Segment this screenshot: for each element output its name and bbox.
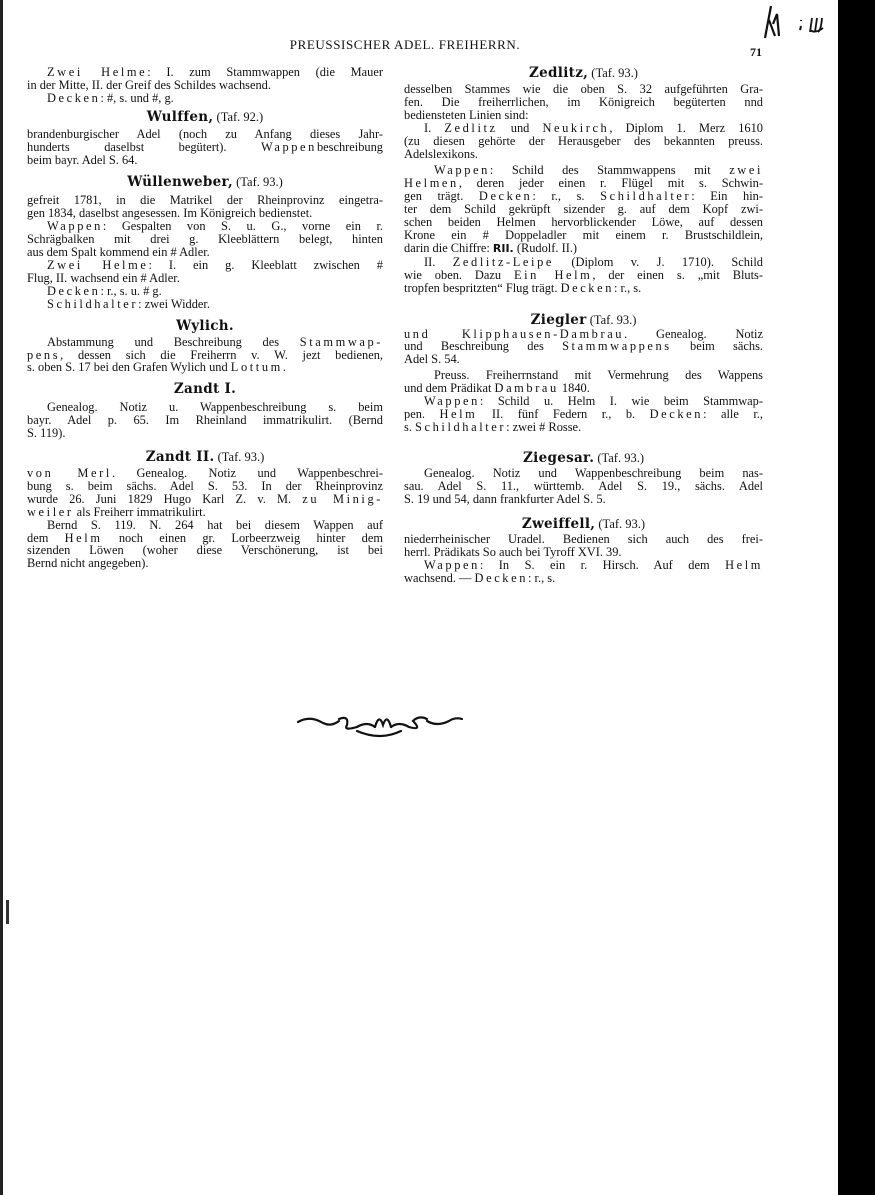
spaced-term: Decken (47, 283, 101, 298)
text-line (27, 92, 383, 105)
text-line (27, 154, 383, 167)
text-segment: wie oben. Dazu (404, 267, 514, 282)
text-line (404, 493, 763, 506)
text-segment: I. (424, 120, 445, 135)
text-line (404, 242, 763, 256)
text-segment: beim sächs. (671, 339, 763, 354)
text-segment: 1840. (558, 381, 590, 396)
entry-heading (27, 318, 383, 334)
text-segment: , der einen s. „mit Bluts- (592, 267, 763, 282)
spaced-term: Lottum (230, 360, 283, 375)
spaced-term: zwei (729, 163, 763, 178)
text-segment: : #, s. und #, g. (100, 90, 174, 105)
right-column (404, 65, 763, 585)
text-segment: : r., s. (614, 280, 642, 295)
text-segment: fen. Die freiherrlichen, im Königreich begüterten nnd (404, 94, 763, 109)
entry-paragraph (404, 83, 763, 122)
spaced-term: Stammwappens (562, 339, 672, 354)
spaced-term: Wappen (47, 219, 103, 234)
text-segment: und dem Prädikat (404, 381, 495, 396)
text-segment: . Genealog. Notiz und Wappenbeschrei- (111, 466, 383, 481)
text-segment: , deren jeder einen r. Flügel mit s. Schwin- (458, 176, 763, 191)
cipher-monogram: RII. (492, 241, 514, 255)
spaced-term: Wappen (424, 558, 480, 573)
spaced-term: Ein Helm (513, 267, 593, 282)
entry-heading (404, 516, 763, 532)
text-segment: brandenburgischer Adel (noch zu Anfang dieses Jahr- (27, 126, 383, 141)
text-segment: , Diplom 1. Merz 1610 (609, 120, 763, 135)
text-segment: Genealog. Notiz und Wappenbeschreibung beim nas- (424, 465, 763, 480)
spaced-term: Decken (560, 280, 614, 295)
family-name: Zandt II. (145, 449, 215, 466)
entry-paragraph (404, 122, 763, 161)
text-segment: : zwei # Rosse. (506, 419, 582, 434)
text-segment: . (282, 360, 286, 375)
family-name: Zedlitz, (529, 65, 589, 81)
scan-edge-right (838, 0, 875, 1195)
spaced-term: Zedlitz-Leipe (452, 254, 554, 269)
text-line (27, 557, 383, 570)
entry-paragraph (27, 336, 383, 375)
scan-edge-left (0, 0, 3, 1195)
spaced-term: Stammwap- (299, 334, 383, 349)
family-name: Ziegesar. (522, 449, 595, 466)
text-segment: und Beschreibung des (404, 339, 563, 354)
text-segment: bediensteten Linien sind: (404, 107, 529, 122)
spaced-term: Decken (474, 571, 528, 586)
plate-reference: (Taf. 93.) (598, 517, 646, 532)
family-name: Zandt I. (173, 381, 237, 398)
text-segment: S. 19 und 54, dann frankfurter Adel S. 5. (404, 491, 606, 506)
text-segment: (Diplom v. J. 1710). Schild (553, 254, 763, 269)
entry-paragraph (27, 128, 383, 167)
text-line (404, 572, 763, 585)
entry-paragraph (404, 256, 763, 295)
entry-heading (27, 381, 383, 397)
spaced-term: Helm (725, 558, 763, 573)
text-line (404, 282, 763, 295)
spaced-term: weiler (27, 504, 74, 519)
text-line (404, 148, 763, 161)
entry-paragraph (27, 259, 383, 285)
spaced-term: Wappen (434, 163, 490, 178)
spaced-term: zu Minig- (302, 491, 383, 506)
text-segment: : r., s. (527, 571, 556, 586)
family-name: Ziegler (530, 311, 587, 328)
text-segment: : zwei Widder. (138, 296, 210, 311)
text-segment: bung s. beim sächs. Adel S. 53. In der Rheinprovinz (27, 478, 383, 493)
family-name: Wüllenweber, (127, 174, 233, 191)
text-segment: und (497, 120, 543, 135)
entry-heading (27, 174, 383, 190)
text-segment: Krone ein # Doppeladler mit einem r. Brustschildlein, (404, 227, 763, 242)
entry-heading (404, 312, 763, 328)
text-segment: ter dem Schild gekrüpft sizender g. auf dem Kopf zwi- (404, 202, 763, 217)
text-segment: wachsend. — (404, 571, 475, 586)
text-segment: beschreibung (316, 139, 383, 154)
text-segment: beim bayr. Adel S. 64. (27, 152, 138, 167)
text-segment: : Gespalten von S. u. G., vorne ein r. (102, 219, 383, 234)
spaced-term: Dambrau (494, 381, 559, 396)
plate-reference: (Taf. 93.) (236, 175, 283, 190)
text-segment: sizenden Löwen (woher diese Verschönerung, ist bei (27, 543, 383, 558)
text-segment: gen trägt. (404, 189, 479, 204)
entry-paragraph (27, 220, 383, 259)
text-segment: . Genealog. Notiz (624, 326, 763, 341)
spaced-term: Neukirch (542, 120, 610, 135)
text-segment: s. (404, 419, 416, 434)
plate-reference: (Taf. 93.) (589, 312, 637, 327)
spaced-term: Helm (64, 530, 103, 545)
plate-reference: (Taf. 93.) (591, 66, 638, 80)
text-segment: niederrheinischer Uradel. Bedienen sich auch des frei- (404, 532, 763, 547)
plate-reference: (Taf. 93.) (217, 450, 265, 465)
family-name: Zweiffell, (521, 516, 596, 533)
spaced-term: und Klipphausen-Dambrau (404, 326, 625, 341)
text-segment: Preuss. Freiherrnstand mit Vermehrung des Wappens (434, 368, 763, 383)
text-segment: : Schild des Stammwappens mit (489, 163, 730, 178)
entry-paragraph (27, 92, 383, 105)
text-segment: pen. (404, 406, 440, 421)
spaced-term: Schildhalter (47, 296, 139, 311)
text-segment: : Ein hin- (691, 189, 764, 204)
text-line (27, 427, 383, 440)
text-segment: dem (27, 530, 65, 545)
entry-paragraph (27, 194, 383, 220)
plate-reference: (Taf. 92.) (216, 109, 264, 124)
running-head: PREUSSISCHER ADEL. FREIHERRN. (289, 37, 521, 52)
text-segment: aus dem Spalt kommend ein # Adler. (27, 245, 210, 260)
text-segment: (zu diesen gehörte der Herausgeber des bekannten preuss. (404, 133, 763, 148)
text-segment: Adelslexikons. (404, 146, 478, 161)
spaced-term: Wappen (261, 139, 317, 154)
entry-paragraph (27, 298, 383, 311)
spaced-term: Helm (439, 406, 478, 421)
spaced-term: Schildhalter (600, 189, 692, 204)
text-segment: wurde 26. Juni 1829 Hugo Karl Z. v. M. (27, 491, 303, 506)
entry-paragraph (27, 401, 383, 440)
text-segment: II. (424, 254, 453, 269)
spaced-term: Zedlitz (444, 120, 498, 135)
text-segment: noch einen gr. Lorbeerzweig hinter dem (102, 530, 383, 545)
ornament-flourish-icon (295, 705, 465, 741)
entry-paragraph (404, 369, 763, 395)
text-segment: bayr. Adel p. 65. Im Rheinland immatrikulirt. (Bernd (27, 413, 383, 428)
text-segment: schen beiden Helmen hervorblickender Löwe, auf dessen (404, 215, 763, 230)
text-segment: Abstammung und Beschreibung des (47, 334, 300, 349)
text-segment: s. oben S. 17 bei den Grafen Wylich und (27, 360, 231, 375)
family-name: Wylich. (176, 317, 234, 334)
text-line (404, 421, 763, 434)
text-segment: Bernd nicht angegeben). (27, 556, 149, 571)
text-segment: Genealog. Notiz u. Wappenbeschreibung s. beim (47, 400, 383, 415)
text-segment: desselben Stammes wie die oben S. 32 aufgeführten Gra- (404, 82, 763, 96)
entry-paragraph (404, 328, 763, 367)
spaced-term: pens (27, 347, 61, 362)
text-segment: (Rudolf. II.) (513, 240, 578, 255)
text-segment: Schrägbalken mit drei g. Kleeblättern belegt, hinten (27, 232, 383, 247)
spaced-term: Helmen (404, 176, 459, 191)
spaced-term: Schildhalter (415, 419, 507, 434)
spaced-term: Wappen (424, 394, 480, 409)
text-segment: in der Mitte, II. der Greif des Schildes wachsend. (27, 77, 271, 92)
spaced-term: Decken (478, 189, 533, 204)
text-segment: : r., s. u. # g. (100, 283, 162, 298)
text-line (27, 298, 383, 311)
text-segment: darin die Chiffre: (404, 240, 493, 255)
family-name: Wulffen, (146, 108, 214, 125)
text-segment: : Schild u. Helm I. wie beim Stammwap- (479, 394, 763, 409)
entry-heading (404, 65, 763, 81)
text-segment: gefreit 1781, in die Matrikel der Rheinprovinz eingetra- (27, 193, 383, 208)
text-segment: S. 119). (27, 426, 66, 441)
text-segment: Flug, II. wachsend ein # Adler. (27, 270, 180, 285)
text-segment: : In S. ein r. Hirsch. Auf dem (479, 558, 726, 573)
spaced-term: von Merl (27, 466, 112, 481)
text-segment: sau. Adel S. 11., württemb. Adel S. 19., sächs. Adel (404, 478, 763, 493)
left-column (27, 66, 383, 570)
plate-reference: (Taf. 93.) (597, 450, 645, 465)
entry-paragraph (404, 395, 763, 434)
entry-paragraph (27, 519, 383, 571)
text-segment: gen 1834, daselbst angesessen. Im Königreich bedienstet. (27, 206, 313, 221)
entry-paragraph (404, 559, 763, 585)
text-line (27, 361, 383, 374)
entry-paragraph (404, 533, 763, 559)
spaced-term: Zwei Helme (47, 65, 148, 79)
text-segment: tropfen bespritzten“ Flug trägt. (404, 280, 561, 295)
text-segment: : I. ein g. Kleeblatt zwischen # (148, 257, 383, 272)
entry-paragraph (404, 467, 763, 506)
text-segment: Adel S. 54. (404, 352, 460, 367)
text-segment: Bernd S. 119. N. 264 hat bei diesem Wappen auf (47, 517, 383, 532)
spaced-term: Zwei Helme (47, 257, 149, 272)
entry-paragraph (404, 164, 763, 255)
entry-paragraph (27, 66, 383, 92)
text-segment: als Freiherr immatrikulirt. (73, 504, 206, 519)
handwritten-mark-icon (755, 0, 835, 45)
text-line (404, 353, 763, 366)
entry-heading (27, 449, 383, 465)
spaced-term: Decken (47, 90, 101, 105)
entry-heading (27, 109, 383, 125)
entry-heading (404, 450, 763, 466)
text-segment: herrl. Prädikats So auch bei Tyroff XVI. 39. (404, 545, 622, 560)
text-segment: II. fünf Federn r., b. (477, 406, 650, 421)
text-segment: : r., s. (532, 189, 601, 204)
spaced-term: Decken (649, 406, 704, 421)
page-number: 71 (750, 45, 762, 59)
text-segment: hunderts daselbst begütert). (27, 139, 262, 154)
margin-mark (6, 900, 9, 924)
entry-paragraph (27, 467, 383, 519)
text-line (27, 414, 383, 427)
text-segment: , dessen sich die Freiherrn v. W. jezt bedienen, (60, 347, 383, 362)
text-segment: : I. zum Stammwappen (die Mauer (147, 65, 383, 79)
text-segment: : alle r., (703, 406, 763, 421)
